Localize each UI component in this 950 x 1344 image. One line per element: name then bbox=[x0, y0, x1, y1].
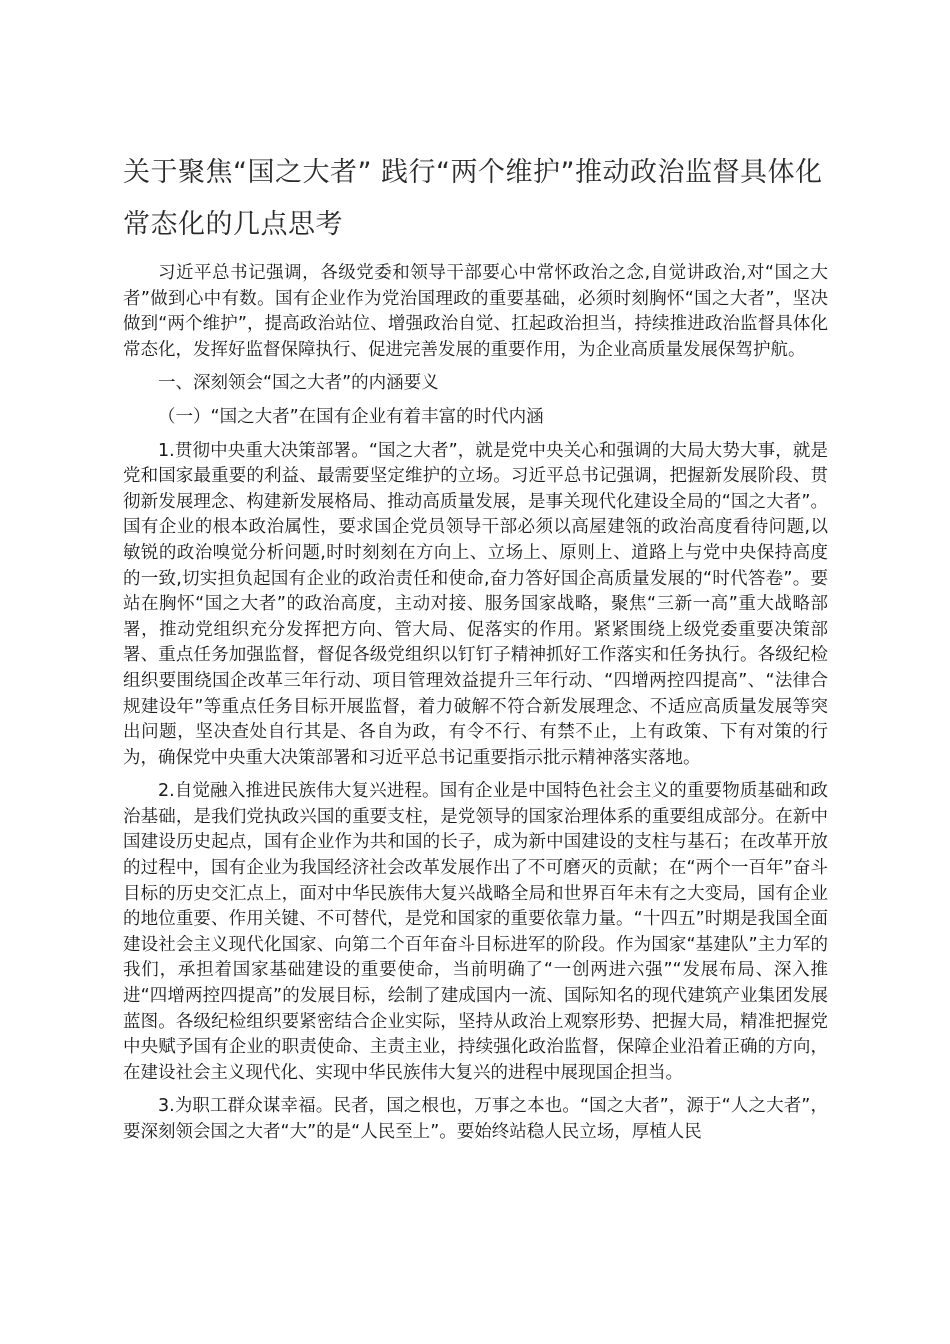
section-heading-1: 一、深刻领会“国之大者”的内涵要义 bbox=[158, 373, 439, 394]
point-paragraph-1: 1.贯彻中央重大决策部署。“国之大者”，就是党中央关心和强调的大局大势大事，就是党和国家最重要的利益、最需要坚定维护的立场。习近平总书记强调，把握新发展阶段、贯彻新发展理念、构建新发展格局、推动高质量发展，是事关现代化建设全局的“国之大者”。国有企业的根本政治属性，要求国企党员领导干部必须以高屋建瓴的政治高度看待问题,以敏锐的政治嗅觉分析问题,时时刻刻在方向上、立场上、原则上、道路上与党中央保持高度的一致,切实担负起国有企业的政治责任和使命,奋力答好国企高质量发展的“时代答卷”。要站在胸怀“国之大者”的政治高度，主动对接、服务国家战略，聚焦“三新一高”重大战略部署，推动党组织充分发挥把方向、管大局、促落实的作用。紧紧围绕上级党委重要决策部署、重点任务加强监督，督促各级党组织以钉钉子精神抓好工作落实和任务执行。各级纪检组织要围绕国企改革三年行动、项目管理效益提升三年行动、“四增两控四提高”、“法律合规建设年”等重点任务目标开展监督，着力破解不符合新发展理念、不适应高质量发展等突出问题，坚决查处自行其是、各自为政，有令不行、有禁不止，上有政策、下有对策的行为，确保党中央重大决策部署和习近平总书记重要指示批示精神落实落地。 bbox=[123, 440, 828, 768]
subsection-heading-1: （一）“国之大者”在国有企业有着丰富的时代内涵 bbox=[158, 406, 544, 427]
document-body bbox=[123, 261, 828, 1146]
document-title: 关于聚焦“国之大者” 践行“两个维护”推动政治监督具体化常态化的几点思考 bbox=[123, 157, 823, 240]
intro-paragraph: 习近平总书记强调，各级党委和领导干部要心中常怀政治之念,自觉讲政治,对“国之大者”做到心中有数。国有企业作为党治国理政的重要基础，必须时刻胸怀“国之大者”，坚决做到“两个维护”，提高政治站位、增强政治自觉、扛起政治担当，持续推进政治监督具体化常态化，发挥好监督保障执行、促进完善发展的重要作用，为企业高质量发展保驾护航。 bbox=[123, 263, 828, 360]
point-paragraph-3: 3.为职工群众谋幸福。民者，国之根也，万事之本也。“国之大者”，源于“人之大者”，要深刻领会国之大者“大”的是“人民至上”。要始终站稳人民立场，厚植人民 bbox=[123, 1096, 828, 1142]
point-paragraph-2: 2.自觉融入推进民族伟大复兴进程。国有企业是中国特色社会主义的重要物质基础和政治基础，是我们党执政兴国的重要支柱，是党领导的国家治理体系的重要组成部分。在新中国建设历史起点，国有企业作为共和国的长子，成为新中国建设的支柱与基石；在改革开放的过程中，国有企业为我国经济社会改革发展作出了不可磨灭的贡献；在“两个一百年”奋斗目标的历史交汇点上，面对中华民族伟大复兴战略全局和世界百年未有之大变局，国有企业的地位重要、作用关键、不可替代，是党和国家的重要依靠力量。“十四五”时期是我国全面建设社会主义现代化国家、向第二个百年奋斗目标进军的阶段。作为国家“基建队”主力军的我们，承担着国家基础建设的重要使命，当前明确了“一创两进六强”“发展布局、深入推进“四增两控四提高”的发展目标，绘制了建成国内一流、国际知名的现代建筑产业集团发展蓝图。各级纪检组织要紧密结合企业实际，坚持从政治上观察形势、把握大局，精准把握党中央赋予国有企业的职责使命、主责主业，持续强化政治监督，保障企业沿着正确的方向，在建设社会主义现代化、实现中华民族伟大复兴的进程中展现国企担当。 bbox=[123, 781, 828, 1083]
